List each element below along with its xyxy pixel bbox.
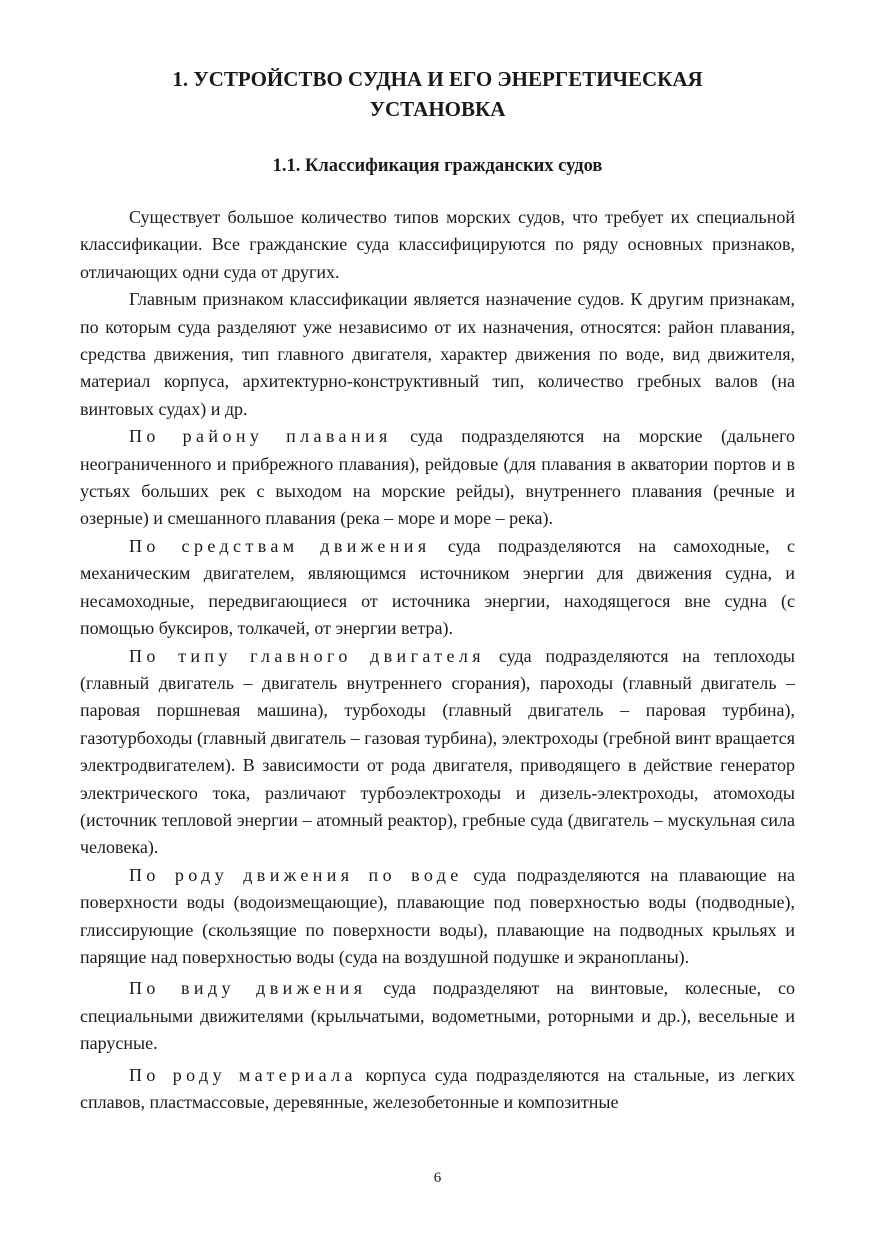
paragraph (80, 643, 795, 862)
chapter-title-line-1: 1. УСТРОЙСТВО СУДНА И ЕГО ЭНЕРГЕТИЧЕСКАЯ (172, 67, 703, 91)
spaced-lead: По роду движения по воде (129, 864, 463, 885)
paragraph (80, 975, 795, 1057)
body-text (80, 204, 795, 1116)
paragraph-text: суда подразделяются на плавающие на поверхности воды (водоизмещающие), плавающие под поверхностью воды (подводные), глиссирующие (скользящие по поверхности воды), плавающие на подводных крыльях и парящие над поверхностью воды (суда на воздушной подушке и экранопланы). (80, 864, 795, 967)
paragraph-text: корпуса суда подразделяются на стальные, из легких сплавов, пластмассовые, деревянные, железобетонные и композитные (80, 1064, 795, 1112)
paragraph-text: суда подразделяются на самоходные, с механическим двигателем, являющимся источником энергии для движения судна, и несамоходные, передвигающиеся от источника энергии, находящегося вне судна (с помощью буксиров, толкачей, от энергии ветра). (80, 535, 795, 639)
section-title: 1.1. Классификация гражданских судов (272, 156, 603, 176)
paragraph (80, 423, 795, 533)
paragraph (80, 862, 795, 972)
paragraph (80, 204, 795, 286)
paragraph-text: Существует большое количество типов морских судов, что требует их специальной классификации. Все гражданские суда классифицируются по ряду основных признаков, отличающих одни суда от других. (80, 207, 795, 282)
paragraph (80, 286, 795, 423)
paragraph-text: суда подразделяются на теплоходы (главный двигатель – двигатель внутреннего сгорания), пароходы (главный двигатель – паровая поршневая машина), турбоходы (главный двигатель – паровая турбина), газотурбоходы (главный двигатель – газовая турбина), электроходы (гребной винт вращается электродвигателем). В зависимости от рода двигателя, приводящего в действие генератор электрического тока, различают турбоэлектроходы и дизель-электроходы, атомоходы (источник тепловой энергии – атомный реактор), гребные суда (двигатель – мускульная сила человека). (80, 645, 795, 858)
paragraph (80, 533, 795, 643)
paragraph (80, 1062, 795, 1117)
spaced-lead: По району плавания (129, 426, 392, 447)
paragraph-text: Главным признаком классификации является назначение судов. К другим признакам, по которым суда разделяют уже независимо от их назначения, относятся: район плавания, средства движения, тип главного двигателя, характер движения по воде, вид движителя, материал корпуса, архитектурно-конструктивный тип, количество гребных валов (на винтовых судах) и др. (80, 289, 795, 419)
chapter-title (80, 64, 795, 124)
paragraph-text: суда подразделяют на винтовые, колесные, со специальными движителями (крыльчатыми, водометными, роторными и др.), весельные и парусные. (80, 978, 795, 1054)
spaced-lead: По виду движения (129, 978, 367, 999)
spaced-lead: По роду материала (129, 1064, 357, 1085)
spaced-lead: По средствам движения (129, 535, 431, 556)
page-number: 6 (433, 1170, 442, 1186)
chapter-title-line-2: УСТАНОВКА (369, 97, 506, 121)
spaced-lead: По типу главного двигателя (129, 645, 485, 666)
paragraph-text: суда подразделяются на морские (дальнего неограниченного и прибрежного плавания), рейдовые (для плавания в акватории портов и в устьях больших рек с выходом на морские рейды), внутреннего плавания (речные и озерные) и смешанного плавания (река – море и море – река). (80, 426, 796, 529)
